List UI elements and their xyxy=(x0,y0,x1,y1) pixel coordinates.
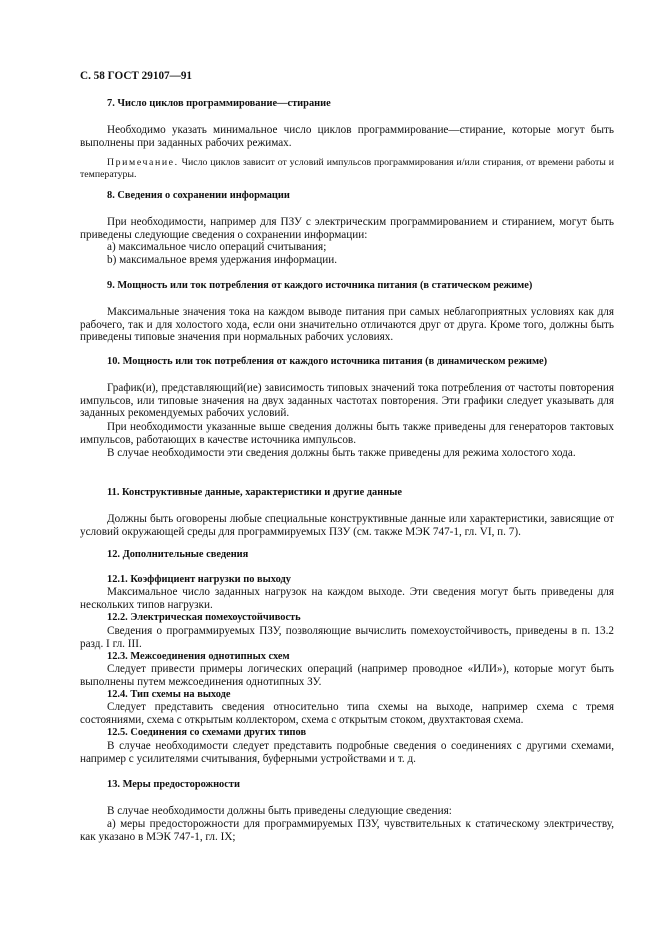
subsection-12-2-text: Сведения о программируемых ПЗУ, позволяющие вычислить помехоустойчивость, приведены в п. 13.2 разд. I гл. III. xyxy=(80,625,614,650)
section-7-paragraph: Необходимо указать минимальное число циклов программирование—стирание, которые могут быть выполнены при заданных рабочих режимах. xyxy=(80,124,614,149)
note-label: Примечание. xyxy=(107,157,179,168)
section-7-heading: 7. Число циклов программирование—стирание xyxy=(107,98,331,109)
section-9-heading: 9. Мощность или ток потребления от каждого источника питания (в статическом режиме) xyxy=(107,280,533,291)
section-8-item-b: b) максимальное время удержания информации. xyxy=(107,254,338,266)
section-7-note xyxy=(80,157,614,180)
section-13-paragraph-2: а) меры предосторожности для программируемых ПЗУ, чувствительных к статическому электричеству, как указано в МЭК 747-1, гл. IX; xyxy=(80,818,614,843)
section-8-item-a: а) максимальное число операций считывания; xyxy=(107,241,327,253)
subsection-12-3-heading: 12.3. Межсоединения однотипных схем xyxy=(107,651,290,662)
subsection-12-5-text: В случае необходимости следует представить подробные сведения о соединениях с другими схемами, например с усилителями считывания, буферными устройствами и т. д. xyxy=(80,740,614,765)
subsection-12-3-text: Следует привести примеры логических операций (например проводное «ИЛИ»), которые могут быть выполнены путем межсоединения однотипных ЗУ. xyxy=(80,663,614,688)
section-13-heading: 13. Меры предосторожности xyxy=(107,779,240,790)
subsection-12-5-heading: 12.5. Соединения со схемами других типов xyxy=(107,727,307,738)
subsection-12-4-heading: 12.4. Тип схемы на выходе xyxy=(107,689,231,700)
section-10-paragraph-2: При необходимости указанные выше сведения должны быть также приведены для генераторов тактовых импульсов, работающих в качестве источника импульсов. xyxy=(80,421,614,446)
note-text: Число циклов зависит от условий импульсов программирования и/или стирания, от времени работы и температуры. xyxy=(80,157,614,180)
subsection-12-1-text: Максимальное число заданных нагрузок на каждом выходе. Эти сведения могут быть приведены для нескольких типов нагрузки. xyxy=(80,586,614,611)
page-header: С. 58 ГОСТ 29107—91 xyxy=(80,70,193,82)
section-9-paragraph: Максимальные значения тока на каждом выводе питания при самых неблагоприятных условиях как для рабочего, так и для холостого хода, если они значительно отличаются друг от друга. Кроме того, должны быть приведены типовые значения при нормальных рабочих условиях. xyxy=(80,306,614,344)
section-10-paragraph-3: В случае необходимости эти сведения должны быть также приведены для режима холостого хода. xyxy=(107,447,576,459)
section-10-heading: 10. Мощность или ток потребления от каждого источника питания (в динамическом режиме) xyxy=(107,356,548,367)
section-12-heading: 12. Дополнительные сведения xyxy=(107,549,249,560)
subsection-12-1-heading: 12.1. Коэффициент нагрузки по выходу xyxy=(107,574,291,585)
subsection-12-2-heading: 12.2. Электрическая помехоустойчивость xyxy=(107,612,301,623)
section-8-heading: 8. Сведения о сохранении информации xyxy=(107,190,290,201)
section-10-paragraph-1: График(и), представляющий(ие) зависимость типовых значений тока потребления от частоты повторения импульсов, или типовые значения на двух заданных частотах повторения. Эти графики следует указывать для заданных рекомендуемых рабочих условий. xyxy=(80,382,614,420)
section-8-paragraph: При необходимости, например для ПЗУ с электрическим программированием и стиранием, могут быть приведены следующие сведения о сохранении информации: xyxy=(80,216,614,241)
section-11-paragraph: Должны быть оговорены любые специальные конструктивные данные или характеристики, зависящие от условий окружающей среды для программируемых ПЗУ (см. также МЭК 747-1, гл. VI, п. 7). xyxy=(80,513,614,538)
section-11-heading: 11. Конструктивные данные, характеристики и другие данные xyxy=(107,487,402,498)
section-13-paragraph-1: В случае необходимости должны быть приведены следующие сведения: xyxy=(107,805,452,817)
subsection-12-4-text: Следует представить сведения относительно типа схемы на выходе, например схема с тремя состояниями, схема с открытым коллектором, схема с открытым стоком, двухтактовая схема. xyxy=(80,701,614,726)
